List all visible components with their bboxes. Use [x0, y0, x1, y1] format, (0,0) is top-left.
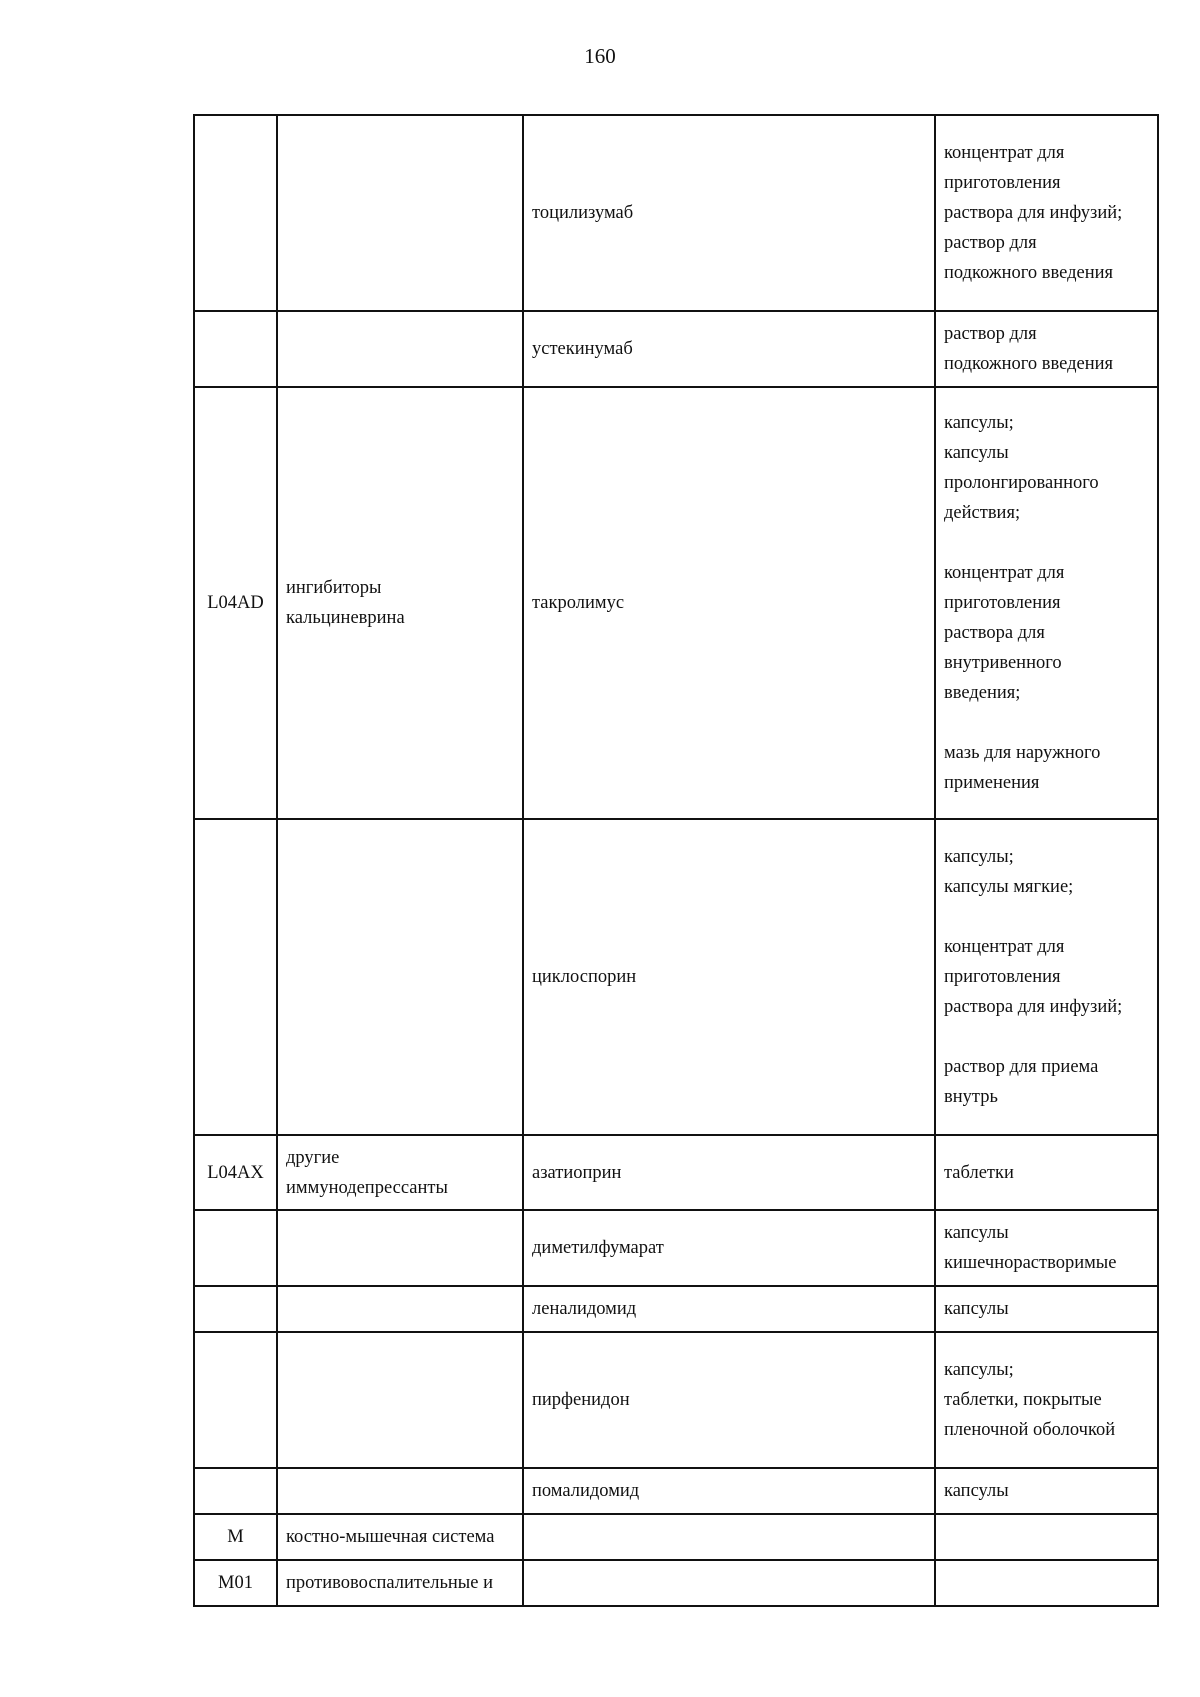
page-number: 160	[584, 44, 616, 68]
atc-group-cell	[277, 1210, 523, 1286]
dosage-form-cell	[935, 115, 1158, 311]
atc-group-cell	[277, 1286, 523, 1332]
text-line: концентрат для	[944, 563, 1065, 583]
dosage-form-group	[944, 1476, 1149, 1506]
text-line: раствора для инфузий;	[944, 203, 1123, 223]
atc-code-cell	[194, 1468, 277, 1514]
text-line: капсулы	[944, 1299, 1009, 1319]
dosage-form-cell	[935, 1332, 1158, 1468]
dosage-form-group	[944, 408, 1149, 528]
text-line: капсулы мягкие;	[944, 877, 1074, 897]
atc-group-cell	[277, 387, 523, 819]
text-line: раствор для	[944, 324, 1037, 344]
text-line: кишечнорастворимые	[944, 1253, 1117, 1273]
atc-code-cell	[194, 115, 277, 311]
drug-name-cell: циклоспорин	[523, 819, 935, 1135]
text-line: раствора для	[944, 623, 1045, 643]
text-line: подкожного введения	[944, 354, 1114, 374]
text-line: раствор для	[944, 233, 1037, 253]
text-line: таблетки	[944, 1162, 1014, 1183]
drug-name-cell	[523, 1560, 935, 1606]
dosage-form-group	[944, 138, 1149, 288]
drug-name-cell: помалидомид	[523, 1468, 935, 1514]
table-row	[194, 1210, 1158, 1286]
drug-name-cell: устекинумаб	[523, 311, 935, 387]
atc-group-cell	[277, 1332, 523, 1468]
text-line: капсулы;	[944, 1360, 1014, 1380]
atc-group-cell	[277, 1514, 523, 1560]
dosage-form-group	[944, 738, 1149, 798]
atc-group-cell	[277, 115, 523, 311]
text-line: пленочной оболочкой	[944, 1420, 1116, 1440]
dosage-form-group	[944, 1355, 1149, 1445]
text-line: раствора для инфузий;	[944, 997, 1123, 1017]
atc-code-cell	[194, 311, 277, 387]
atc-group-cell	[277, 1560, 523, 1606]
table-row	[194, 1468, 1158, 1514]
text-line: капсулы	[944, 443, 1009, 463]
text-line: капсулы;	[944, 847, 1014, 867]
text-line: концентрат для	[944, 937, 1065, 957]
text-line: приготовления	[944, 593, 1061, 613]
atc-code-cell: M01	[194, 1560, 277, 1606]
text-line: приготовления	[944, 173, 1061, 193]
drug-table	[193, 114, 1159, 1607]
dosage-form-group	[944, 842, 1149, 902]
dosage-form-cell	[935, 387, 1158, 819]
text-line: внутрь	[944, 1087, 998, 1107]
dosage-form-group	[944, 319, 1149, 379]
dosage-form-cell	[935, 819, 1158, 1135]
atc-code-cell	[194, 1210, 277, 1286]
dosage-form-group	[944, 1218, 1149, 1278]
text-line: костно-мышечная система	[286, 1527, 495, 1547]
table-row	[194, 115, 1158, 311]
table-row	[194, 311, 1158, 387]
dosage-form-cell	[935, 1286, 1158, 1332]
drug-name-cell: диметилфумарат	[523, 1210, 935, 1286]
dosage-form-cell	[935, 1468, 1158, 1514]
dosage-form-group	[944, 932, 1149, 1022]
dosage-form-cell	[935, 1135, 1158, 1210]
atc-code-cell	[194, 1286, 277, 1332]
text-line: противовоспалительные и	[286, 1573, 493, 1593]
atc-code-cell: M	[194, 1514, 277, 1560]
text-line: таблетки, покрытые	[944, 1390, 1102, 1410]
dosage-form-group	[944, 1158, 1149, 1188]
table-row	[194, 1332, 1158, 1468]
text-line: капсулы	[944, 1223, 1009, 1243]
atc-code-cell	[194, 819, 277, 1135]
text-line: внутривенного	[944, 653, 1062, 673]
table-row	[194, 387, 1158, 819]
text-line: подкожного введения	[944, 263, 1114, 283]
drug-name-cell: леналидомид	[523, 1286, 935, 1332]
text-line: пролонгированного	[944, 473, 1099, 493]
text-line: капсулы;	[944, 413, 1014, 433]
atc-group-cell	[277, 1135, 523, 1210]
text-line: мазь для наружного	[944, 743, 1101, 763]
drug-name-cell: тоцилизумаб	[523, 115, 935, 311]
table-row	[194, 819, 1158, 1135]
dosage-form-cell	[935, 1210, 1158, 1286]
text-line: ингибиторы	[286, 578, 382, 598]
atc-group-cell	[277, 1468, 523, 1514]
drug-name-cell	[523, 1514, 935, 1560]
dosage-form-cell	[935, 1514, 1158, 1560]
dosage-form-group	[944, 558, 1149, 708]
atc-group-cell	[277, 311, 523, 387]
atc-code-cell	[194, 1332, 277, 1468]
text-line: применения	[944, 773, 1040, 793]
text-line: кальциневрина	[286, 608, 405, 628]
text-line: концентрат для	[944, 143, 1065, 163]
table-row	[194, 1286, 1158, 1332]
text-line: капсулы	[944, 1481, 1009, 1501]
dosage-form-cell	[935, 311, 1158, 387]
text-line: раствор для приема	[944, 1057, 1099, 1077]
drug-name-cell: азатиоприн	[523, 1135, 935, 1210]
drug-name-cell: пирфенидон	[523, 1332, 935, 1468]
text-line: иммунодепрессанты	[286, 1177, 448, 1198]
table-row	[194, 1560, 1158, 1606]
atc-code-cell: L04AD	[194, 387, 277, 819]
table-row	[194, 1135, 1158, 1210]
text-line: приготовления	[944, 967, 1061, 987]
text-line: другие	[286, 1147, 340, 1168]
dosage-form-group	[944, 1052, 1149, 1112]
drug-name-cell: такролимус	[523, 387, 935, 819]
dosage-form-group	[944, 1294, 1149, 1324]
text-line: введения;	[944, 683, 1021, 703]
atc-code-cell: L04AX	[194, 1135, 277, 1210]
text-line: действия;	[944, 503, 1021, 523]
atc-group-cell	[277, 819, 523, 1135]
table-row	[194, 1514, 1158, 1560]
dosage-form-cell	[935, 1560, 1158, 1606]
